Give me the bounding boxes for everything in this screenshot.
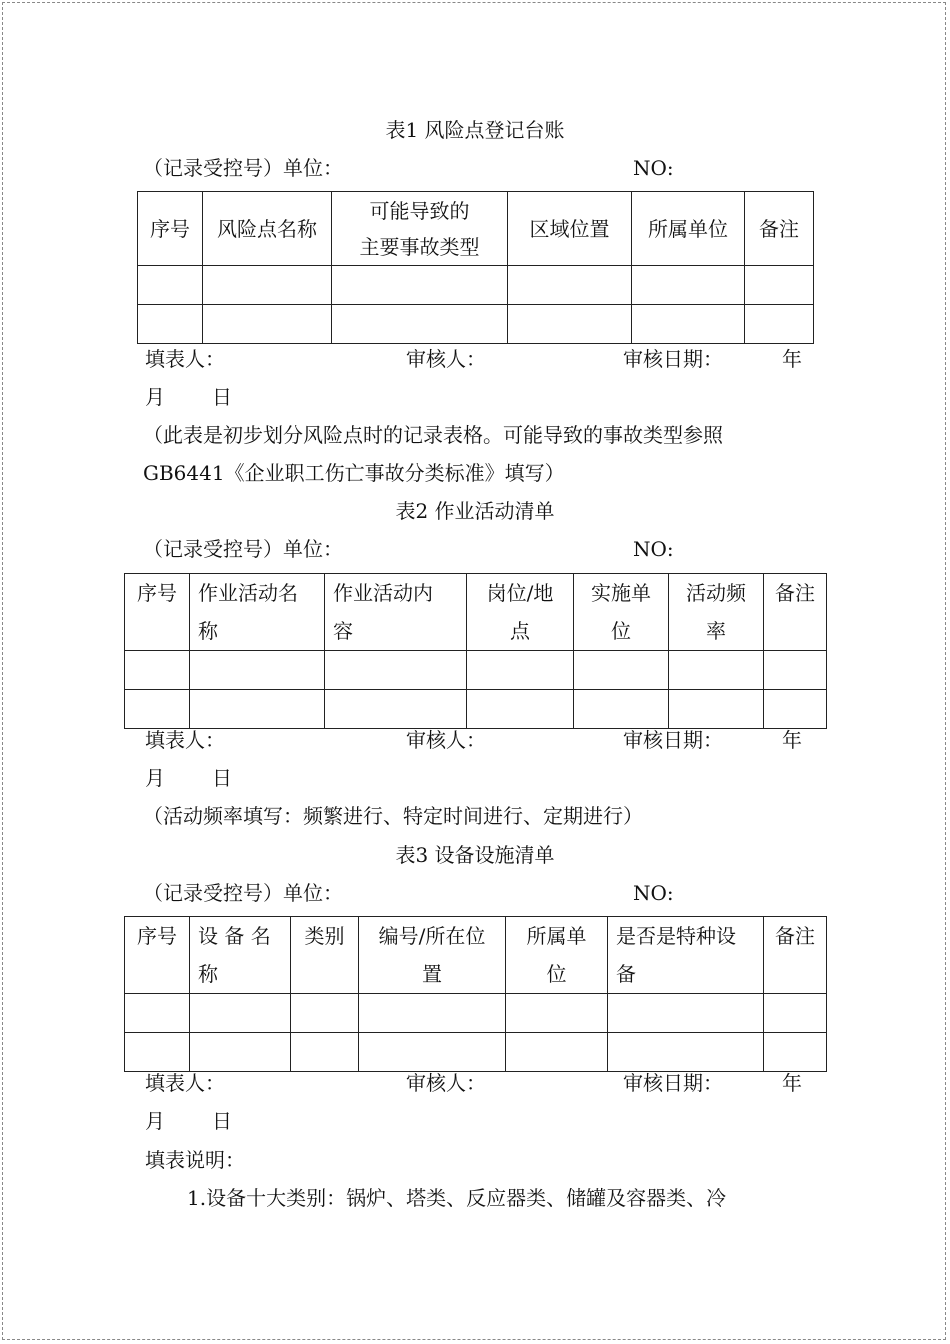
table2-header-cell: 岗位/地 点	[467, 574, 574, 651]
table3-header-cell: 编号/所在位 置	[359, 917, 506, 994]
table2-unit-label: （记录受控号）单位：	[143, 537, 343, 561]
table1-unit-label: （记录受控号）单位：	[143, 156, 343, 180]
table3-filler-label: 填表人：	[145, 1071, 225, 1095]
table-row	[125, 651, 827, 690]
table1-header-cell: 备注	[745, 192, 814, 266]
table3-month-label: 月	[145, 1109, 165, 1133]
table3-no-label: NO:	[633, 881, 674, 905]
table1-month-label: 月	[145, 385, 165, 409]
table3-unit-label: （记录受控号）单位：	[143, 881, 343, 905]
table2-reviewer-label: 审核人：	[406, 728, 486, 752]
instruction-item-1: 1.设备十大类别：锅炉、塔类、反应器类、储罐及容器类、冷	[187, 1186, 727, 1210]
table2-title: 表2 作业活动清单	[395, 499, 555, 523]
table2-day-label: 日	[212, 766, 232, 790]
table2-filler-label: 填表人：	[145, 728, 225, 752]
table3-reviewer-label: 审核人：	[406, 1071, 486, 1095]
table2-month-label: 月	[145, 766, 165, 790]
table2-note: （活动频率填写：频繁进行、特定时间进行、定期进行）	[143, 804, 643, 828]
table1-title: 表1 风险点登记台账	[385, 118, 565, 142]
table1-reviewer-label: 审核人：	[406, 347, 486, 371]
table1-note-line2: GB6441《企业职工伤亡事故分类标准》填写）	[143, 461, 565, 485]
instructions-title: 填表说明：	[145, 1148, 245, 1172]
table2-year-label: 年	[782, 728, 802, 752]
table1-no-label: NO:	[633, 156, 674, 180]
table3-header-cell: 所属单 位	[506, 917, 608, 994]
table-row	[125, 1033, 827, 1072]
table1-filler-label: 填表人：	[145, 347, 225, 371]
table2-no-label: NO:	[633, 537, 674, 561]
equipment-table	[124, 916, 827, 1072]
table-row	[125, 690, 827, 729]
work-activity-table	[124, 573, 827, 729]
table1-note-line1: （此表是初步划分风险点时的记录表格。可能导致的事故类型参照	[143, 423, 723, 447]
table2-header-cell: 备注	[764, 574, 827, 651]
table3-title: 表3 设备设施清单	[395, 843, 555, 867]
table1-header-cell: 序号	[138, 192, 203, 266]
table-row	[125, 994, 827, 1033]
table2-header-cell: 作业活动内 容	[325, 574, 467, 651]
table3-header-cell: 类别	[291, 917, 359, 994]
table1-header-cell: 可能导致的 主要事故类型	[332, 192, 508, 266]
table1-header-cell: 区域位置	[508, 192, 632, 266]
table3-date-label: 审核日期：	[623, 1071, 723, 1095]
table3-header-cell: 设 备 名 称	[190, 917, 291, 994]
table-row	[138, 305, 814, 344]
table2-header-cell: 作业活动名 称	[190, 574, 325, 651]
table2-header-cell: 实施单 位	[574, 574, 669, 651]
table1-header-cell: 所属单位	[632, 192, 745, 266]
table1-date-label: 审核日期：	[623, 347, 723, 371]
table2-header-cell: 活动频 率	[669, 574, 764, 651]
table3-day-label: 日	[212, 1109, 232, 1133]
table1-day-label: 日	[212, 385, 232, 409]
table-row	[138, 266, 814, 305]
table1-header-cell: 风险点名称	[203, 192, 332, 266]
table2-header-cell: 序号	[125, 574, 190, 651]
table3-year-label: 年	[782, 1071, 802, 1095]
table3-header-cell: 序号	[125, 917, 190, 994]
table1-year-label: 年	[782, 347, 802, 371]
risk-point-table	[137, 191, 814, 344]
table3-header-cell: 备注	[764, 917, 827, 994]
table3-header-cell: 是否是特种设 备	[608, 917, 764, 994]
table2-date-label: 审核日期：	[623, 728, 723, 752]
